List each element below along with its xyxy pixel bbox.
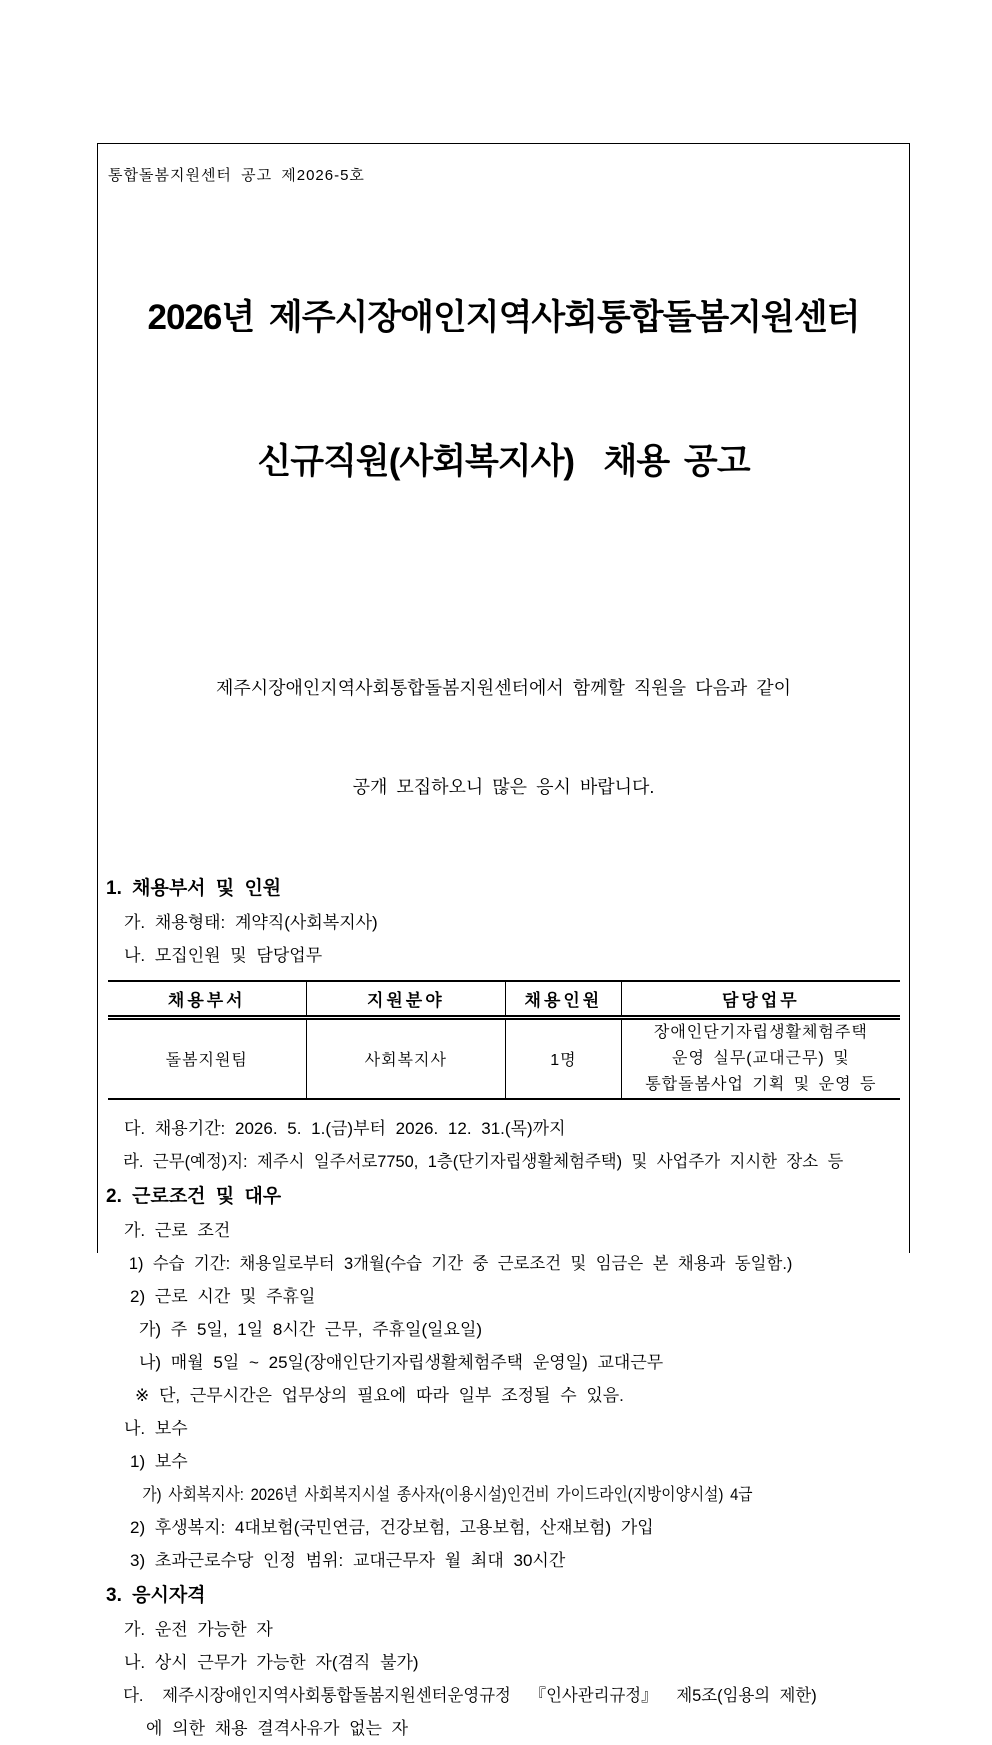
qualification-fulltime: 나. 상시 근무가 가능한 자(겸직 불가) [124, 1652, 419, 1672]
pay-label: 나. 보수 [124, 1418, 188, 1438]
welfare-item: 2) 후생복지: 4대보험(국민연금, 건강보험, 고용보험, 산재보험) 가입 [130, 1517, 654, 1537]
qualification-regulation-line-1: 다. 제주시장애인지역사회통합돌봄지원센터운영규정 『인사관리규정』 제5조(임용의 제한) [123, 1685, 817, 1705]
title-line-1: 2026년 제주시장애인지역사회통합돌봄지원센터 [147, 298, 860, 337]
hours-label: 2) 근로 시간 및 주휴일 [130, 1286, 316, 1306]
col-header-field: 지원분야 [306, 981, 506, 1017]
work-conditions-label: 가. 근로 조건 [124, 1220, 231, 1240]
hours-item-a: 가) 주 5일, 1일 8시간 근무, 주휴일(일요일) [139, 1319, 483, 1339]
section1-item-workplace: 라. 근무(예정)지: 제주시 일주서로7750, 1층(단기자립생활체험주택) 및 사업주가 지시한 장소 등 [123, 1151, 844, 1171]
hours-item-b: 나) 매월 5일 ~ 25일(장애인단기자립생활체험주택 운영일) 교대근무 [139, 1352, 664, 1372]
section2-heading: 2. 근로조건 및 대우 [106, 1185, 282, 1207]
qualification-driving: 가. 운전 가능한 자 [124, 1619, 273, 1639]
col-header-headcount: 채용인원 [506, 981, 622, 1017]
section3-heading: 3. 응시자격 [106, 1584, 206, 1606]
page-title [98, 198, 909, 582]
section1-heading: 1. 채용부서 및 인원 [106, 878, 282, 899]
title-line-2: 신규직원(사회복지사) 채용 공고 [257, 442, 750, 481]
table-row [108, 1017, 900, 1099]
probation-item: 1) 수습 기간: 채용일로부터 3개월(수습 기간 중 근로조건 및 임금은 본 채용과 동일함.) [128, 1253, 793, 1273]
duty-line-1: 장애인단기자립생활체험주택 [653, 1023, 868, 1041]
section1-item-period: 다. 채용기간: 2026. 5. 1.(금)부터 2026. 12. 31.(목)까지 [124, 1118, 566, 1138]
qualification-regulation-line-2: 에 의한 채용 결격사유가 없는 자 [146, 1718, 409, 1738]
overtime-item: 3) 초과근로수당 인정 범위: 교대근무자 월 최대 30시간 [130, 1550, 566, 1570]
intro-line-2: 공개 모집하오니 많은 응시 바랍니다. [352, 777, 655, 797]
cell-dept: 돌봄지원팀 [108, 1017, 306, 1099]
table-header-row [108, 981, 900, 1017]
intro-paragraph [98, 606, 909, 870]
hours-note: ※ 단, 근무시간은 업무상의 필요에 따라 일부 조정될 수 있음. [135, 1385, 624, 1405]
recruitment-table [108, 980, 900, 1100]
duty-line-3: 통합돌봄사업 기획 및 운영 등 [645, 1075, 877, 1093]
doc-number: 통합돌봄지원센터 공고 제2026-5호 [108, 167, 365, 184]
cell-duty [621, 1017, 900, 1099]
section1-item-hire-type: 가. 채용형태: 계약직(사회복지사) [124, 913, 378, 932]
col-header-duty: 담당업무 [621, 981, 900, 1017]
pay-detail-item: 가) 사회복지사: 2026년 사회복지시설 종사자(이용시설)인건비 가이드라인(지방이양시설) 4급 [142, 1484, 753, 1504]
duty-line-2: 운영 실무(교대근무) 및 [672, 1049, 850, 1067]
col-header-dept: 채용부서 [108, 981, 306, 1017]
cell-field: 사회복지사 [306, 1017, 506, 1099]
document-page [97, 143, 910, 1738]
intro-line-1: 제주시장애인지역사회통합돌봄지원센터에서 함께할 직원을 다음과 같이 [215, 678, 792, 698]
pay-sub-label: 1) 보수 [130, 1451, 188, 1471]
cell-headcount: 1명 [506, 1017, 622, 1099]
section1-item-recruit-count: 나. 모집인원 및 담당업무 [124, 946, 323, 965]
